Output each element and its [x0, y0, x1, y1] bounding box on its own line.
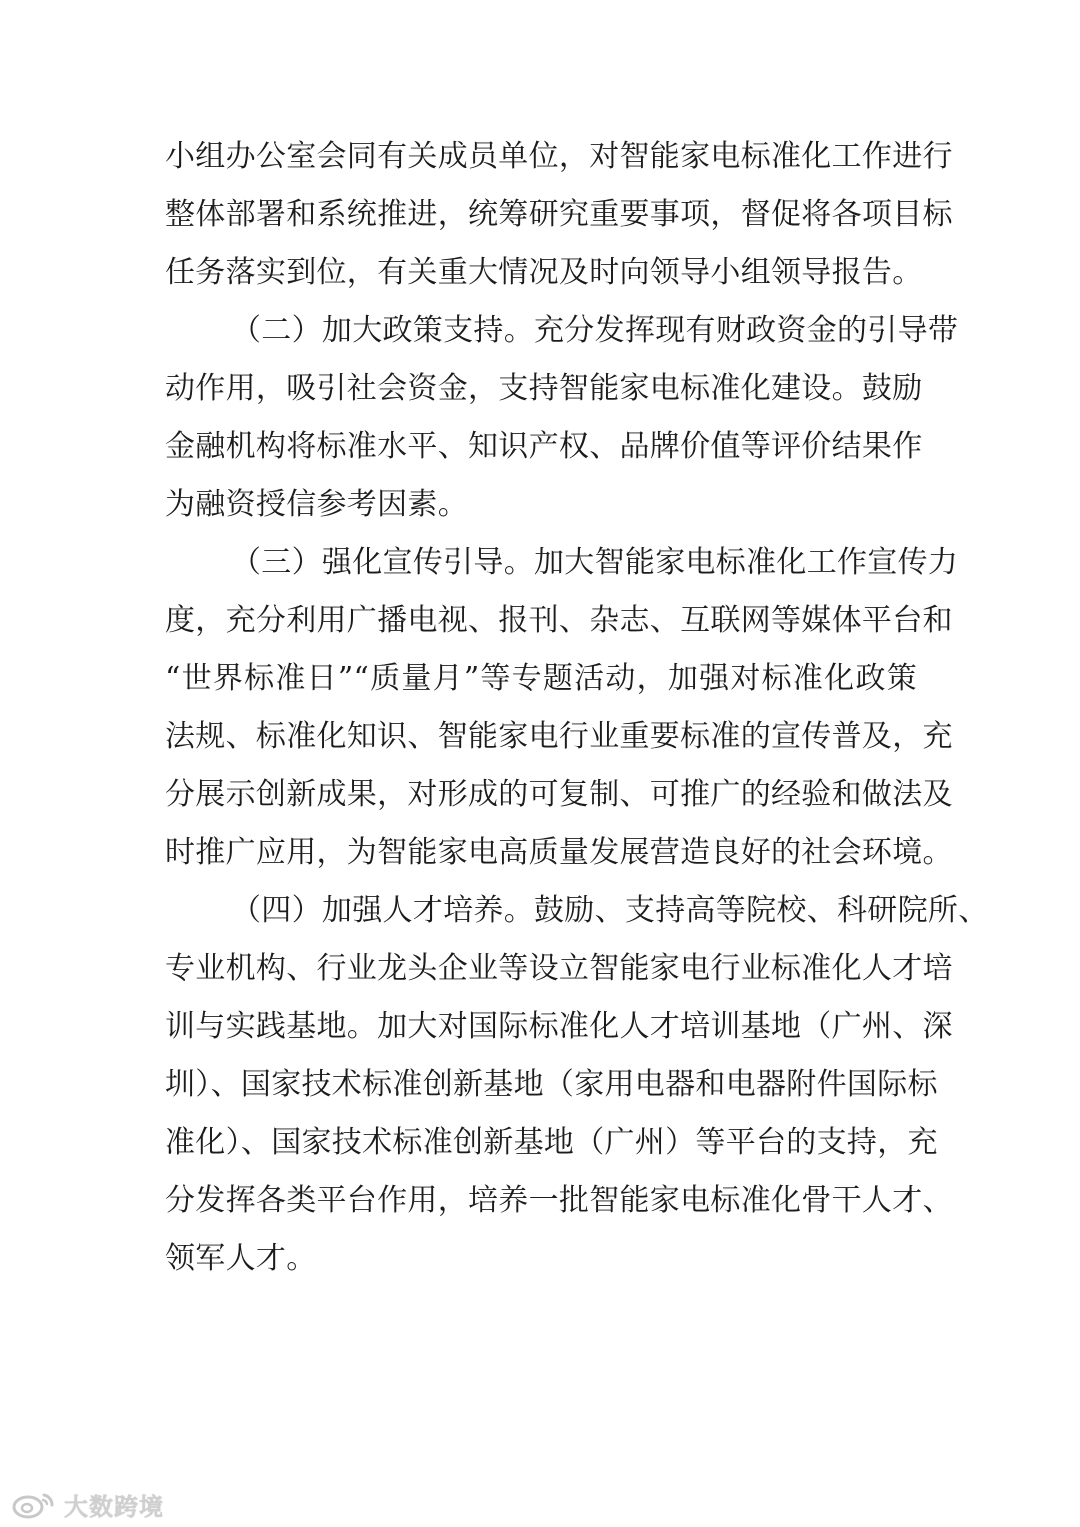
text-line-19: 分发挥各类平台作用，培养一批智能家电标准化骨干人才、 — [165, 1183, 953, 1218]
text-line-6: 金融机构将标准水平、知识产权、品牌价值等评价结果作 — [165, 429, 923, 464]
text-line-12: 分展示创新成果，对形成的可复制、可推广的经验和做法及 — [165, 777, 953, 812]
text-line-11: 法规、标准化知识、智能家电行业重要标准的宣传普及，充 — [165, 719, 953, 754]
paragraph-2-line-1: （二）加大政策支持。充分发挥现有财政资金的引导带 — [231, 313, 959, 348]
text-line-5: 动作用，吸引社会资金，支持智能家电标准化建设。鼓励 — [165, 371, 923, 406]
text-line-20: 领军人才。 — [165, 1241, 317, 1276]
text-line-2: 整体部署和系统推进，统筹研究重要事项，督促将各项目标 — [165, 197, 953, 232]
text-line-13: 时推广应用，为智能家电高质量发展营造良好的社会环境。 — [165, 835, 953, 870]
text-line-9: 度，充分利用广播电视、报刊、杂志、互联网等媒体平台和 — [165, 603, 953, 638]
text-line-16: 训与实践基地。加大对国际标准化人才培训基地（广州、深 — [165, 1009, 953, 1044]
text-line-1: 小组办公室会同有关成员单位，对智能家电标准化工作进行 — [165, 139, 953, 174]
watermark — [10, 1484, 164, 1524]
watermark-text: 大数跨境 — [64, 1492, 164, 1521]
text-line-15: 专业机构、行业龙头企业等设立智能家电行业标准化人才培 — [165, 951, 953, 986]
text-line-10: “世界标准日”“质量月”等专题活动，加强对标准化政策 — [165, 661, 917, 696]
text-line-17: 圳）、国家技术标准创新基地（家用电器和电器附件国际标 — [165, 1067, 938, 1102]
text-line-18: 准化）、国家技术标准创新基地（广州）等平台的支持，充 — [165, 1125, 938, 1160]
paragraph-4-line-1: （四）加强人才培养。鼓励、支持高等院校、科研院所、 — [231, 893, 989, 928]
text-line-7: 为融资授信参考因素。 — [165, 487, 468, 522]
weibo-logo-icon — [10, 1489, 58, 1519]
paragraph-3-line-1: （三）强化宣传引导。加大智能家电标准化工作宣传力 — [231, 545, 959, 580]
document-body — [165, 128, 989, 1288]
text-line-3: 任务落实到位，有关重大情况及时向领导小组领导报告。 — [165, 255, 923, 290]
